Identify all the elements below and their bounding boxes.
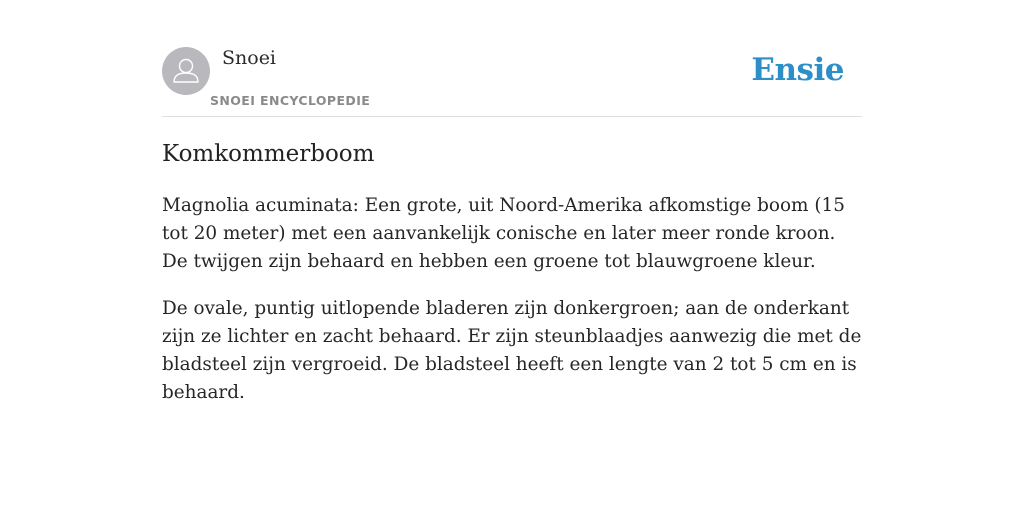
user-silhouette-icon	[162, 47, 210, 95]
article-title: Komkommerboom	[162, 141, 375, 167]
avatar[interactable]	[162, 47, 210, 95]
author-subtitle[interactable]: SNOEI ENCYCLOPEDIE	[210, 93, 371, 108]
site-logo[interactable]: Ensie	[751, 52, 844, 88]
article	[162, 138, 862, 407]
author-name[interactable]: Snoei	[222, 47, 277, 69]
article-paragraph-2: De ovale, puntig uitlopende bladeren zijn donkergroen; aan de onderkant zijn ze lichter en zacht behaard. Er zijn steunblaadjes aanwezig die met de bladsteel zijn vergroeid. De bladsteel heeft een lengte van 2 tot 5 cm en is behaard.	[162, 298, 862, 403]
article-paragraph-1: Magnolia acuminata: Een grote, uit Noord-Amerika afkomstige boom (15 tot 20 meter) met een aanvankelijk conische en later meer ronde kroon. De twijgen zijn behaard en hebben een groene tot blauwgroene kleur.	[162, 195, 845, 272]
header	[162, 0, 862, 117]
